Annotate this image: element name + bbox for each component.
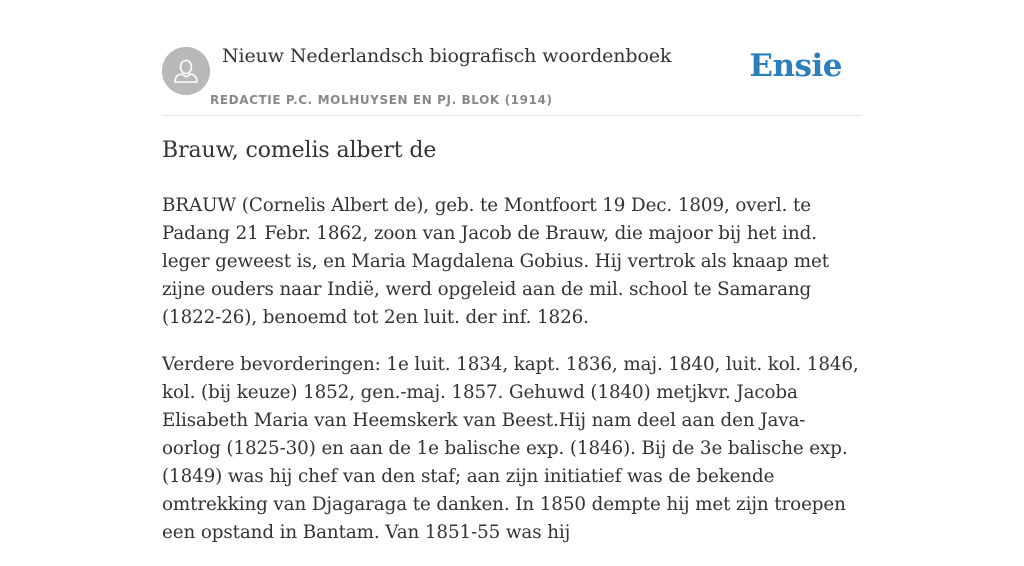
source-subtitle: REDACTIE P.C. MOLHUYSEN EN PJ. BLOK (1914) [210,93,553,107]
entry-paragraph: Verdere bevorderingen: 1e luit. 1834, kapt. 1836, maj. 1840, luit. kol. 1846, kol. (bij keuze) 1852, gen.-maj. 1857. Gehuwd (1840) metjkvr. Jacoba Elisabeth Maria van Heemskerk van Beest.Hij nam deel aan den Java-oorlog (1825-30) en aan de 1e balische exp. (1846). Bij de 3e balische exp. (1849) was hij chef van den staf; aan zijn initiatief was de bekende omtrekking van Djagaraga te danken. In 1850 dempte hij met zijn troepen een opstand in Bantam. Van 1851-55 was hij [162,354,859,543]
source-header [162,0,862,116]
entry-body [162,192,862,566]
source-title[interactable]: Nieuw Nederlandsch biografisch woordenboek [222,45,672,67]
entry-title: Brauw, comelis albert de [162,138,437,163]
brand-logo-link[interactable]: Ensie [749,48,842,84]
entry-paragraph: BRAUW (Cornelis Albert de), geb. te Montfoort 19 Dec. 1809, overl. te Padang 21 Febr. 1862, zoon van Jacob de Brauw, die majoor bij het ind. leger geweest is, en Maria Magdalena Gobius. Hij vertrok als knaap met zijne ouders naar Indië, werd opgeleid aan de mil. school te Samarang (1822-26), benoemd tot 2en luit. der inf. 1826. [162,195,829,328]
user-silhouette-icon [162,47,210,95]
